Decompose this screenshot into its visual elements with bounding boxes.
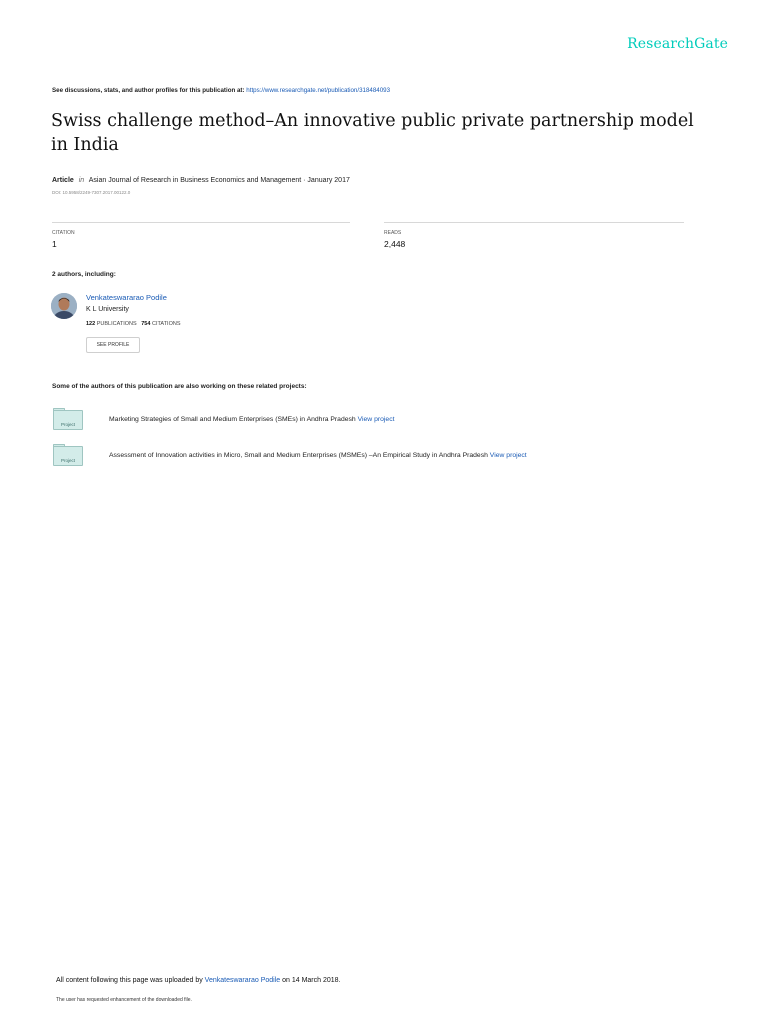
view-project-link[interactable]: View project xyxy=(489,452,527,459)
researchgate-logo[interactable]: ResearchGate xyxy=(627,36,728,52)
citation-label: CITATION xyxy=(52,230,75,236)
citations-count: 754 xyxy=(141,321,151,327)
publication-type: Article xyxy=(52,177,74,184)
discussion-text: See discussions, stats, and author profiles for this publication at: xyxy=(52,87,245,94)
publication-title: Swiss challenge method–An innovative public private partnership model in India xyxy=(51,111,694,155)
project-item xyxy=(109,452,527,459)
authors-heading: 2 authors, including: xyxy=(52,271,116,278)
author-stats xyxy=(86,321,181,327)
publications-label: PUBLICATIONS xyxy=(96,321,137,327)
author-avatar[interactable] xyxy=(51,293,77,319)
avatar-photo xyxy=(51,293,77,319)
divider-reads xyxy=(384,222,684,223)
project-folder-icon[interactable] xyxy=(53,446,83,466)
author-name[interactable]: Venkateswararao Podile xyxy=(86,293,167,302)
divider-citation xyxy=(52,222,350,223)
publications-count: 122 xyxy=(86,321,96,327)
enhancement-note: The user has requested enhancement of the downloaded file. xyxy=(56,997,192,1003)
publication-meta xyxy=(52,177,350,184)
view-project-link[interactable]: View project xyxy=(357,416,395,423)
see-profile-button[interactable]: SEE PROFILE xyxy=(86,337,140,353)
in-word: in xyxy=(78,177,85,184)
author-institution: K L University xyxy=(86,306,129,313)
project-item xyxy=(109,416,394,423)
project-folder-icon[interactable] xyxy=(53,410,83,430)
folder-label: Project xyxy=(60,422,75,427)
journal-name: Asian Journal of Research in Business Economics and Management · January 2017 xyxy=(88,177,350,184)
citation-value: 1 xyxy=(52,239,57,249)
upload-notice xyxy=(56,977,341,984)
reads-label: READS xyxy=(384,230,402,236)
projects-heading: Some of the authors of this publication are also working on these related projects: xyxy=(52,383,307,390)
project-title: Marketing Strategies of Small and Medium Enterprises (SMEs) in Andhra Pradesh xyxy=(109,416,356,423)
uploader-link[interactable]: Venkateswararao Podile xyxy=(204,977,281,984)
publication-link[interactable]: https://www.researchgate.net/publication/318484093 xyxy=(246,87,391,94)
doi: DOI: 10.5958/2249-7307.2017.00122.0 xyxy=(52,190,131,195)
citations-label: CITATIONS xyxy=(151,321,181,327)
upload-prefix: All content following this page was uploaded by xyxy=(56,977,203,984)
reads-value: 2,448 xyxy=(384,239,406,249)
discussion-line xyxy=(52,87,390,94)
upload-suffix: on 14 March 2018. xyxy=(282,977,341,984)
folder-label: Project xyxy=(60,458,75,463)
project-title: Assessment of Innovation activities in Micro, Small and Medium Enterprises (MSMEs) –An Empirical Study in Andhra Pradesh xyxy=(109,452,488,459)
